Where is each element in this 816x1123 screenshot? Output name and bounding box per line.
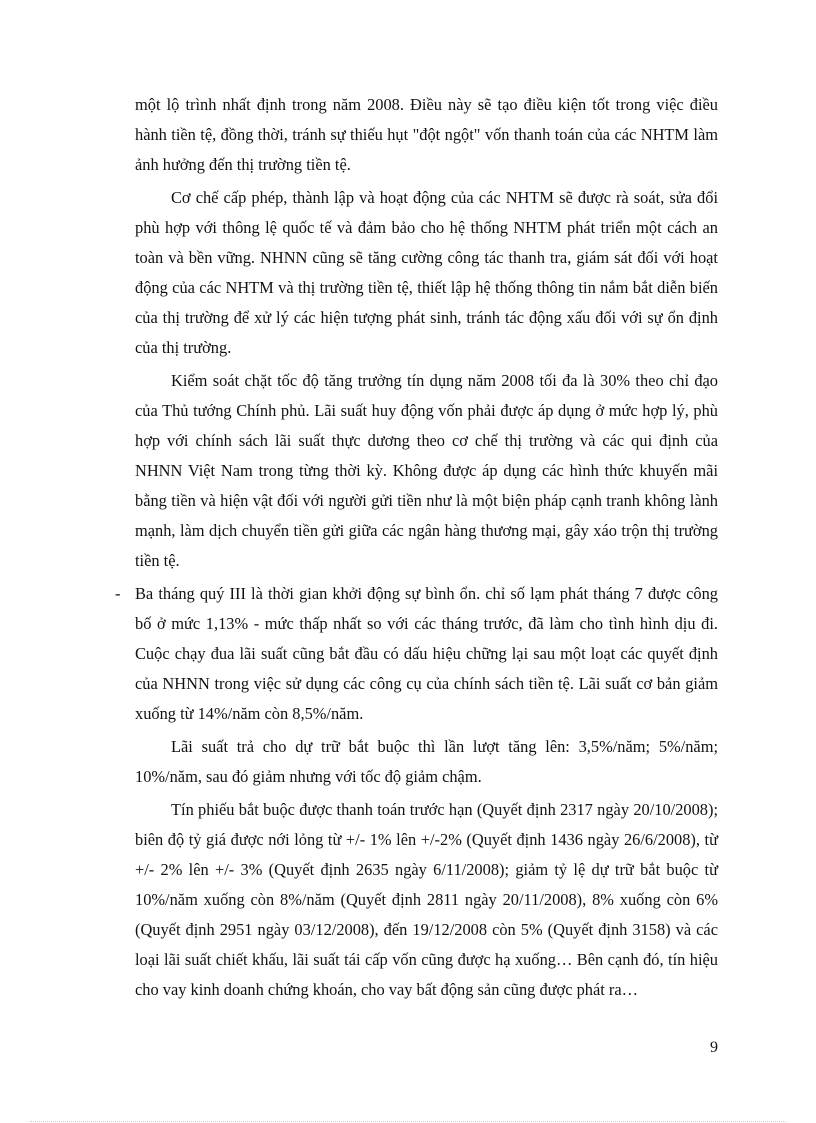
page-bottom-rule — [30, 1121, 786, 1122]
bullet-paragraph-text: Ba tháng quý III là thời gian khởi động sự bình ổn. chỉ số lạm phát tháng 7 được công bố ở mức 1,13% - mức thấp nhất so với các tháng trước, đã làm cho tình hình dịu đi. Cuộc chạy đua lãi suất cũng bắt đầu có dấu hiệu chững lại sau một loạt các quyết định của NHNN trong việc sử dụng các công cụ của chính sách tiền tệ. Lãi suất cơ bản giảm xuống từ 14%/năm còn 8,5%/năm. — [135, 584, 718, 723]
paragraph-treasury-bills: Tín phiếu bắt buộc được thanh toán trước hạn (Quyết định 2317 ngày 20/10/2008); biên độ tỷ giá được nới lỏng từ +/- 1% lên +/-2% (Quyết định 1436 ngày 26/6/2008), từ +/- 2% lên +/- 3% (Quyết định 2635 ngày 6/11/2008); giảm tỷ lệ dự trữ bắt buộc từ 10%/năm xuống còn 8%/năm (Quyết định 2811 ngày 20/11/2008), 8% xuống còn 6% (Quyết định 2951 ngày 03/12/2008), đến 19/12/2008 còn 5% (Quyết định 3158) và các loại lãi suất chiết khấu, lãi suất tái cấp vốn cũng được hạ xuống… Bên cạnh đó, tín hiệu cho vay kinh doanh chứng khoán, cho vay bất động sản cũng được phát ra… — [135, 800, 718, 999]
paragraph-continuation: một lộ trình nhất định trong năm 2008. Điều này sẽ tạo điều kiện tốt trong việc điều hành tiền tệ, đồng thời, tránh sự thiếu hụt "đột ngột" vốn thanh toán của các NHTM làm ảnh hưởng đến thị trường tiền tệ. — [135, 95, 718, 174]
paragraph-licensing: Cơ chế cấp phép, thành lập và hoạt động của các NHTM sẽ được rà soát, sửa đổi phù hợp với thông lệ quốc tế và đảm bảo cho hệ thống NHTM phát triển một cách an toàn và bền vững. NHNN cũng sẽ tăng cường công tác thanh tra, giám sát đối với hoạt động của các NHTM và thị trường tiền tệ, thiết lập hệ thống thông tin nắm bắt diễn biến của thị trường để xử lý các hiện tượng phát sinh, tránh tác động xấu đối với sự ổn định của thị trường. — [135, 188, 718, 357]
body-text — [115, 90, 718, 1008]
paragraph-reserve-interest: Lãi suất trả cho dự trữ bắt buộc thì lần lượt tăng lên: 3,5%/năm; 5%/năm; 10%/năm, sau đó giảm nhưng với tốc độ giảm chậm. — [135, 737, 718, 786]
paragraph-credit-control: Kiểm soát chặt tốc độ tăng trưởng tín dụng năm 2008 tối đa là 30% theo chỉ đạo của Thủ tướng Chính phủ. Lãi suất huy động vốn phải được áp dụng ở mức hợp lý, phù hợp với chính sách lãi suất thực dương theo cơ chế thị trường và các qui định của NHNN Việt Nam trong từng thời kỳ. Không được áp dụng các hình thức khuyến mãi bằng tiền và hiện vật đối với người gửi tiền như là một biện pháp cạnh tranh không lành mạnh, làm dịch chuyển tiền gửi giữa các ngân hàng thương mại, gây xáo trộn thị trường tiền tệ. — [135, 371, 718, 570]
page-number: 9 — [710, 1039, 718, 1056]
bullet-dash: - — [115, 584, 121, 603]
bullet-paragraph-q3 — [115, 579, 718, 729]
